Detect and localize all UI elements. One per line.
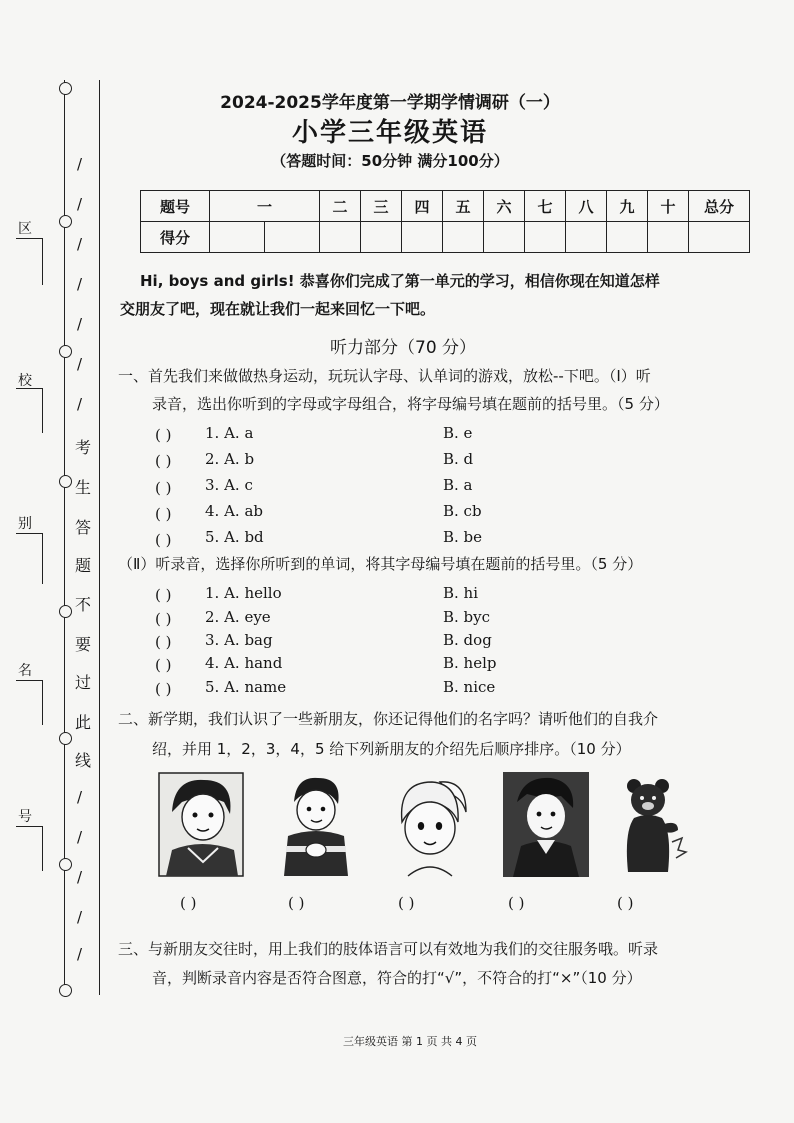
score-cell[interactable] — [320, 222, 361, 253]
section1-part2-head: （Ⅱ）听录音，选择你所听到的单词，将其字母编号填在题前的括号里。（5 分） — [118, 555, 643, 573]
option-b: B. cb — [443, 502, 482, 520]
number-field[interactable] — [16, 826, 43, 871]
cut-line-slash: / — [77, 788, 83, 806]
score-table-col: 十 — [648, 191, 689, 222]
score-table-col: 一 — [210, 191, 320, 222]
exam-term: 2024-2025学年度第一学期学情调研（一） — [220, 93, 560, 113]
exam-meta: （答题时间：50分钟 满分100分） — [271, 152, 509, 170]
score-table — [140, 190, 750, 253]
binding-warning-char: 过 — [75, 673, 92, 692]
cut-line-slash: / — [77, 908, 83, 926]
listening-title: 听力部分（70 分） — [330, 338, 477, 358]
binding-warning-char: 不 — [75, 595, 92, 614]
score-cell[interactable] — [648, 222, 689, 253]
binding-hole-icon — [59, 732, 72, 745]
binding-hole-icon — [59, 475, 72, 488]
option-a: 4. A. ab — [205, 502, 263, 520]
section3-line-1: 三、与新朋友交往时，用上我们的肢体语言可以有效地为我们的交往服务哦。听录 — [118, 940, 659, 958]
answer-blank[interactable]: ( ) — [155, 656, 172, 674]
answer-blank[interactable]: ( ) — [155, 452, 172, 470]
cut-line-slash: / — [77, 868, 83, 886]
cut-line-slash: / — [77, 235, 83, 253]
binding-warning-char: 考 — [75, 438, 92, 457]
option-b: B. a — [443, 476, 473, 494]
answer-blank[interactable]: ( ) — [155, 479, 172, 497]
score-table-col: 三 — [361, 191, 402, 222]
score-table-col: 九 — [607, 191, 648, 222]
option-a: 4. A. hand — [205, 654, 283, 672]
score-cell[interactable] — [210, 222, 265, 253]
order-blank[interactable]: ( ) — [288, 894, 305, 912]
school-field[interactable] — [16, 388, 43, 433]
name-field[interactable] — [16, 680, 43, 725]
option-a: 2. A. eye — [205, 608, 271, 626]
cut-line-slash: / — [77, 355, 83, 373]
score-cell[interactable] — [607, 222, 648, 253]
score-cell[interactable] — [443, 222, 484, 253]
binding-warning-char: 题 — [75, 556, 92, 575]
option-b: B. d — [443, 450, 474, 468]
score-table-col-total: 总分 — [689, 191, 750, 222]
score-table-col: 四 — [402, 191, 443, 222]
boy-picture-1 — [158, 772, 244, 877]
score-table-col: 五 — [443, 191, 484, 222]
cut-line-slash: / — [77, 828, 83, 846]
option-b: B. hi — [443, 584, 479, 602]
score-table-col: 八 — [566, 191, 607, 222]
option-a: 5. A. name — [205, 678, 287, 696]
score-cell-total[interactable] — [689, 222, 750, 253]
intro-line-1: Hi, boys and girls! 恭喜你们完成了第一单元的学习，相信你现在知道怎样 — [140, 272, 660, 290]
option-b: B. dog — [443, 631, 492, 649]
binding-hole-icon — [59, 345, 72, 358]
option-b: B. help — [443, 654, 497, 672]
cut-line-slash: / — [77, 195, 83, 213]
option-b: B. nice — [443, 678, 496, 696]
option-b: B. e — [443, 424, 473, 442]
binding-hole-icon — [59, 82, 72, 95]
option-b: B. byc — [443, 608, 491, 626]
section1-line-2: 录音，选出你听到的字母或字母组合，将字母编号填在题前的括号里。（5 分） — [152, 395, 669, 413]
order-blank[interactable]: ( ) — [398, 894, 415, 912]
answer-blank[interactable]: ( ) — [155, 586, 172, 604]
cut-line-slash: / — [77, 155, 83, 173]
score-cell[interactable] — [525, 222, 566, 253]
cut-line-slash: / — [77, 275, 83, 293]
score-cell[interactable] — [484, 222, 525, 253]
option-a: 1. A. hello — [205, 584, 282, 602]
cut-line-slash: / — [77, 395, 83, 413]
score-table-col: 七 — [525, 191, 566, 222]
answer-blank[interactable]: ( ) — [155, 505, 172, 523]
option-b: B. be — [443, 528, 483, 546]
score-cell[interactable] — [566, 222, 607, 253]
exam-title: 小学三年级英语 — [291, 118, 488, 148]
cut-line-slash: / — [77, 315, 83, 333]
section1-line-1: 一、首先我们来做做热身运动，玩玩认字母、认单词的游戏，放松--下吧。（Ⅰ）听 — [118, 367, 651, 385]
section2-line-2: 绍，并用 1，2，3，4，5 给下列新朋友的介绍先后顺序排序。（10 分） — [152, 740, 631, 758]
class-field[interactable] — [16, 533, 43, 584]
binding-warning-char: 生 — [75, 478, 92, 497]
bear-picture — [612, 772, 698, 877]
binding-warning-char: 线 — [75, 751, 92, 770]
binding-hole-icon — [59, 984, 72, 997]
score-table-header-label: 题号 — [141, 191, 210, 222]
section2-line-1: 二、新学期，我们认识了一些新朋友，你还记得他们的名字吗？请听他们的自我介 — [118, 710, 659, 728]
binding-hole-icon — [59, 605, 72, 618]
name-label: 名 — [18, 663, 32, 679]
answer-blank[interactable]: ( ) — [155, 610, 172, 628]
binding-hole-icon — [59, 858, 72, 871]
score-cell[interactable] — [361, 222, 402, 253]
option-a: 5. A. bd — [205, 528, 264, 546]
binding-warning-char: 答 — [75, 518, 92, 537]
answer-blank[interactable]: ( ) — [155, 426, 172, 444]
answer-blank[interactable]: ( ) — [155, 680, 172, 698]
order-blank[interactable]: ( ) — [617, 894, 634, 912]
answer-blank[interactable]: ( ) — [155, 633, 172, 651]
order-blank[interactable]: ( ) — [508, 894, 525, 912]
boy-picture-2 — [272, 772, 358, 877]
score-table-col: 六 — [484, 191, 525, 222]
score-cell[interactable] — [402, 222, 443, 253]
intro-line-2: 交朋友了吧，现在就让我们一起来回忆一下吧。 — [120, 300, 436, 318]
binding-hole-icon — [59, 215, 72, 228]
number-label: 号 — [18, 809, 32, 825]
school-label: 校 — [18, 373, 32, 389]
option-a: 3. A. bag — [205, 631, 273, 649]
district-label: 区 — [18, 221, 32, 237]
score-table-col: 二 — [320, 191, 361, 222]
score-cell[interactable] — [265, 222, 320, 253]
score-table-score-label: 得分 — [141, 222, 210, 253]
binding-warning-char: 要 — [75, 635, 92, 654]
option-a: 3. A. c — [205, 476, 253, 494]
class-label: 别 — [18, 516, 32, 532]
cut-line-slash: / — [77, 945, 83, 963]
answer-blank[interactable]: ( ) — [155, 531, 172, 549]
option-a: 1. A. a — [205, 424, 254, 442]
binding-warning-char: 此 — [75, 713, 92, 732]
district-field[interactable] — [16, 238, 43, 285]
option-a: 2. A. b — [205, 450, 255, 468]
page-footer: 三年级英语 第 1 页 共 4 页 — [343, 1035, 477, 1048]
order-blank[interactable]: ( ) — [180, 894, 197, 912]
girl-picture — [388, 772, 474, 877]
section3-line-2: 音，判断录音内容是否符合图意，符合的打“√”，不符合的打“×”（10 分） — [152, 969, 642, 987]
boy-picture-3 — [503, 772, 589, 877]
